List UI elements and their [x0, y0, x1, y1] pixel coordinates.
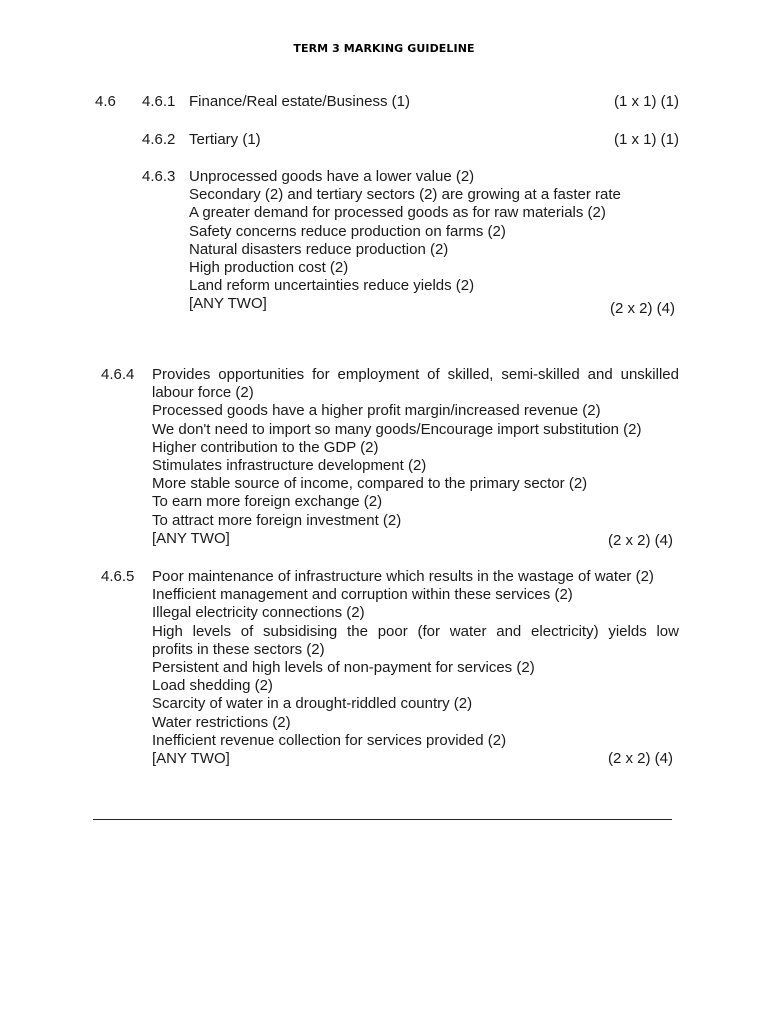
- answer-line: We don't need to import so many goods/Encourage import substitution (2): [152, 420, 642, 438]
- answer-line: Persistent and high levels of non-payment for services (2): [152, 659, 535, 677]
- answer-4-6-2: Tertiary (1): [189, 131, 261, 148]
- answer-line: To earn more foreign exchange (2): [152, 493, 383, 511]
- answer-line: profits in these sectors (2): [152, 640, 325, 658]
- answer-line: Natural disasters reduce production (2): [189, 240, 449, 258]
- any-two-label: [ANY TWO]: [152, 529, 230, 547]
- question-number-4-6: 4.6: [95, 93, 116, 110]
- marks-4-6-4: (2 x 2) (4): [608, 532, 674, 549]
- answer-line: Safety concerns reduce production on farms (2): [189, 222, 506, 240]
- question-number-4-6-3: 4.6.3: [142, 168, 176, 185]
- answer-line: High production cost (2): [189, 259, 349, 277]
- answer-line: Inefficient management and corruption within these services (2): [152, 586, 573, 604]
- answer-line: To attract more foreign investment (2): [152, 511, 402, 529]
- answer-line: labour force (2): [152, 384, 254, 402]
- answer-list-4-6-5: [152, 568, 679, 768]
- any-two-label: [ANY TWO]: [189, 295, 267, 313]
- question-number-4-6-1: 4.6.1: [142, 93, 176, 110]
- marks-4-6-5: (2 x 2) (4): [608, 750, 674, 767]
- answer-list-4-6-3: [189, 168, 621, 314]
- answer-line: Load shedding (2): [152, 677, 273, 695]
- answer-line: Scarcity of water in a drought-riddled country (2): [152, 695, 473, 713]
- marks-4-6-2: (1 x 1) (1): [614, 131, 680, 148]
- marks-4-6-1: (1 x 1) (1): [614, 93, 680, 110]
- answer-4-6-1: Finance/Real estate/Business (1): [189, 93, 410, 110]
- marks-4-6-3: (2 x 2) (4): [610, 300, 676, 317]
- answer-line: More stable source of income, compared to the primary sector (2): [152, 475, 588, 493]
- answer-line: Secondary (2) and tertiary sectors (2) are growing at a faster rate: [189, 186, 621, 204]
- answer-line: Illegal electricity connections (2): [152, 604, 365, 622]
- question-number-4-6-2: 4.6.2: [142, 131, 176, 148]
- answer-line: Stimulates infrastructure development (2): [152, 457, 427, 475]
- bottom-divider: [93, 819, 672, 820]
- answer-list-4-6-4: [152, 366, 679, 548]
- answer-line: Poor maintenance of infrastructure which results in the wastage of water (2): [152, 568, 654, 585]
- answer-line: Higher contribution to the GDP (2): [152, 438, 379, 456]
- answer-line: A greater demand for processed goods as for raw materials (2): [189, 204, 606, 222]
- question-number-4-6-5: 4.6.5: [101, 568, 135, 585]
- answer-line: Provides opportunities for employment of skilled, semi-skilled and unskilled: [152, 366, 679, 383]
- page-title: TERM 3 MARKING GUIDELINE: [293, 42, 475, 55]
- answer-line: Unprocessed goods have a lower value (2): [189, 168, 475, 185]
- any-two-label: [ANY TWO]: [152, 750, 230, 768]
- answer-line: High levels of subsidising the poor (for water and electricity) yields low: [152, 622, 679, 640]
- answer-line: Water restrictions (2): [152, 713, 291, 731]
- answer-line: Land reform uncertainties reduce yields (2): [189, 277, 475, 295]
- question-number-4-6-4: 4.6.4: [101, 366, 135, 383]
- answer-line: Inefficient revenue collection for services provided (2): [152, 731, 507, 749]
- answer-line: Processed goods have a higher profit margin/increased revenue (2): [152, 402, 601, 420]
